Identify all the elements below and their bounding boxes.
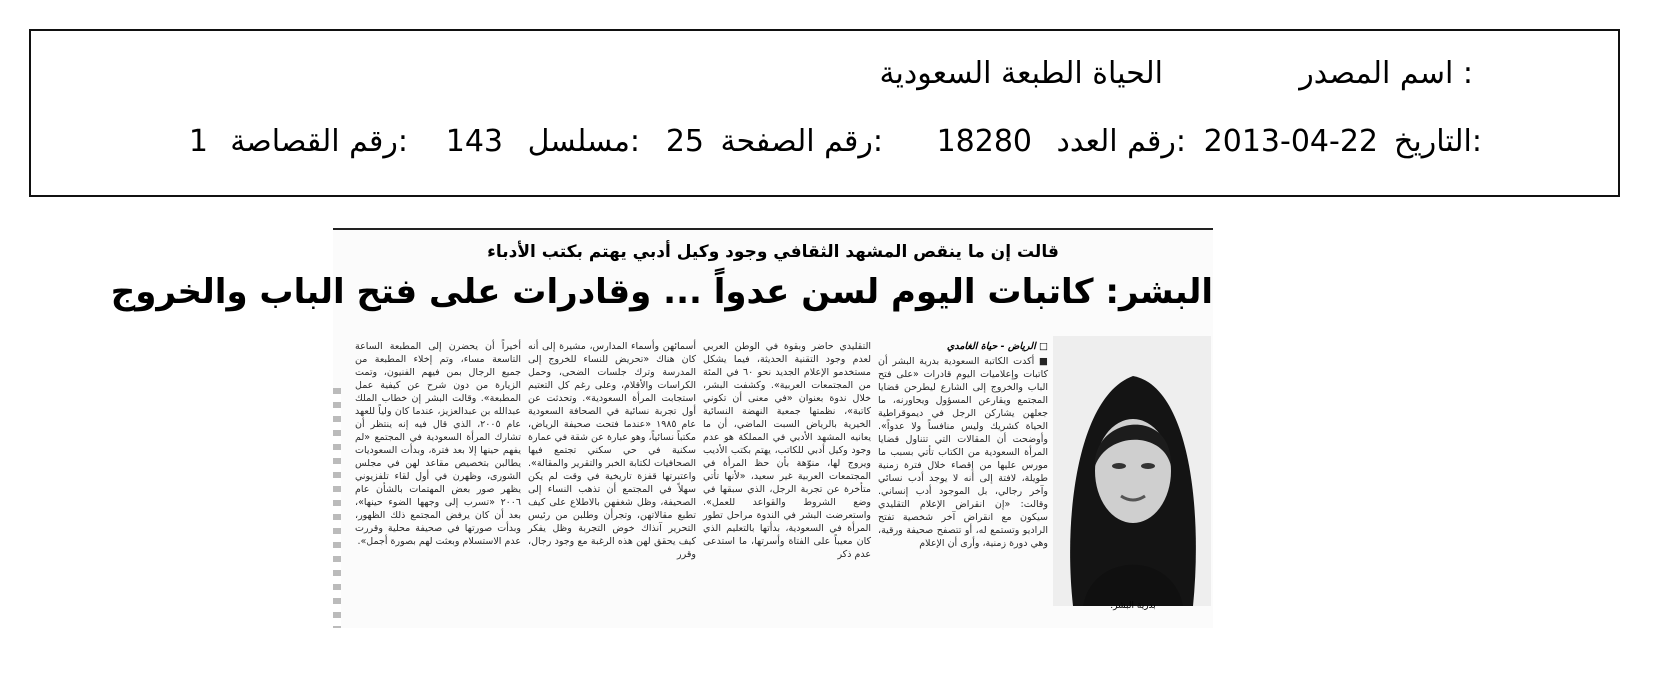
article-column-3 bbox=[528, 340, 696, 630]
source-metadata-box bbox=[29, 29, 1620, 197]
column-4-text: أخيراً أن يحضرن إلى المطبعة الساعة التاسعة مساء، وتم إخلاء المطبعة من جميع الرجال بمن فيهم الفنيون، وتمت الزيارة من دون شرح عن كيفية عمل المطبعة». وقالت البشر إن خطاب الملك عبدالله بن عبدالعزيز، عندما كان ولياً للعهد عام ٢٠٠٥، الذي قال فيه إنه ينتظر أن تشارك المرأة السعودية في المجتمع «لم يفهم حينها إلا بعد فترة، وبدأت السعوديات يطالبن بتخصيص مقاعد لهن في مجلس الشورى، وظهرن في أول لقاء تلفزيوني يظهر صور بعض المهتمات بالشأن عام ٢٠٠٦ «تسرب إلى وجهها الضوء حينها»، بعد أن كان يرفض المجتمع ذلك الظهور، وبدأت صورتها في صحيفة محلية وقررت عدم الاستسلام وبعثت لهم بصورة أجمل». bbox=[355, 341, 522, 547]
article-kicker: قالت إن ما ينقص المشهد الثقافي وجود وكيل أدبي يهتم بكتب الأدباء bbox=[487, 242, 1059, 262]
issue-value: 18280 bbox=[936, 124, 1032, 159]
article-column-2 bbox=[703, 340, 871, 630]
portrait-image bbox=[1053, 336, 1211, 606]
serial-label: مسلسل: bbox=[527, 124, 640, 159]
article-column-1 bbox=[878, 340, 1048, 630]
issue-label: رقم العدد: bbox=[1056, 124, 1186, 159]
photo-caption: بدرية البشر. bbox=[1110, 601, 1156, 611]
date-label: التاريخ: bbox=[1394, 124, 1482, 159]
clip-label: رقم القصاصة: bbox=[230, 124, 408, 159]
column-1-text: ■ أكدت الكاتبة السعودية بدرية البشر أن كاتبات وإعلاميات اليوم قادرات «على فتح الباب والخروج إلى الشارع ليطرحن قضايا المجتمع ويقارعن المسؤول ويحاورنه، ما جعلهن يشاركن الرجل في ديموقراطية الحياة كشريك وليس منافساً ولا عدواً». وأوضحت أن المقالات التي تتناول قضايا المرأة السعودية من الكتاب تأتي بسبب ما مورس عليها من إقصاء خلال فترة زمنية طويلة، لافتة إلى أنه لا يوجد أدب نسائي وآخر رجالي، بل الموجود أدب إنساني. وقالت: «إن انقراض الإعلام التقليدي سيكون مع انقراض آخر شخصية تفتح الراديو وتستمع له، أو تتصفح صحيفة ورقية، وهي دورة زمنية، وأرى أن الإعلام bbox=[878, 356, 1048, 549]
column-2-text: التقليدي حاضر وبقوة في الوطن العربي لعدم وجود التقنية الحديثة، فيما يشكل مستخدمو الإعلام الجديد نحو ٦٠ في المئة من المجتمعات العربية». وكشفت البشر، خلال ندوة بعنوان «في معنى أن تكوني كاتبة»، نظمتها جمعية النهضة النسائية الخيرية بالرياض السبت الماضي، أن ما يعانيه المشهد الأدبي في المملكة هو عدم وجود وكيل أدبي للكاتب، يهتم بكتب الأديب ويروج لها، منوّهة بأن حظ المرأة في المجتمعات العربية غير سعيد، «لأنها تأتي متأخرة عن تجربة الرجل، الذي سبقها في وضع الشروط والقواعد للعمل». واستعرضت البشر في الندوة مراحل تطور المرأة في السعودية، بدأتها بالتعليم الذي كان معيباً على الفتاة وأسرتها، ما استدعى عدم ذكر bbox=[703, 341, 871, 560]
source-row bbox=[31, 56, 1618, 93]
details-row bbox=[31, 124, 1618, 161]
newspaper-clipping bbox=[110, 228, 1213, 628]
date-value: 2013-04-22 bbox=[1203, 124, 1378, 159]
article-column-4 bbox=[355, 340, 521, 630]
top-rule bbox=[333, 228, 1213, 230]
page-value: 25 bbox=[665, 124, 704, 159]
clipping-edge bbox=[333, 388, 341, 628]
clip-value: 1 bbox=[188, 124, 208, 159]
author-photo bbox=[1053, 336, 1211, 606]
article-byline: □ الرياض - حياة الغامدي bbox=[946, 341, 1048, 352]
serial-value: 143 bbox=[445, 124, 503, 159]
page-label: رقم الصفحة: bbox=[720, 124, 883, 159]
article-headline: البشر: كاتبات اليوم لسن عدواً ... وقادرات على فتح الباب والخروج bbox=[110, 272, 1213, 312]
column-3-text: أسمائهن وأسماء المدارس، مشيرة إلى أنه كان هناك «تحريض للنساء للخروج إلى المدرسة وترك جلسات الضحى، وحمل الكراسات والأقلام، وعلى رغم كل التعتيم استجابت المرأة السعودية». وتحدثت عن أول تجربة نسائية في الصحافة السعودية عام ١٩٨٥ «عندما فتحت صحيفة الرياض، مكتباً نسائياً، وهو عبارة عن شقة في عمارة سكنية في حي سكني تجتمع فيها الصحافيات لكتابة الخبر والتقرير والمقالة». واعتبرتها قفزة تاريخية في وقت لم يكن سهلاً في المجتمع أن تذهب النساء إلى الصحيفة، وظل شغفهن بالاطلاع على كيف تطبع مقالاتهن، وتجرأن وطلبن من رئيس التحرير آنذاك خوض التجربة وظل يفكر كيف يحقق لهن هذه الرغبة مع وجود رجال، وقرر bbox=[528, 341, 696, 560]
source-label: اسم المصدر : bbox=[1299, 56, 1473, 91]
source-value: الحياة الطبعة السعودية bbox=[879, 56, 1163, 91]
